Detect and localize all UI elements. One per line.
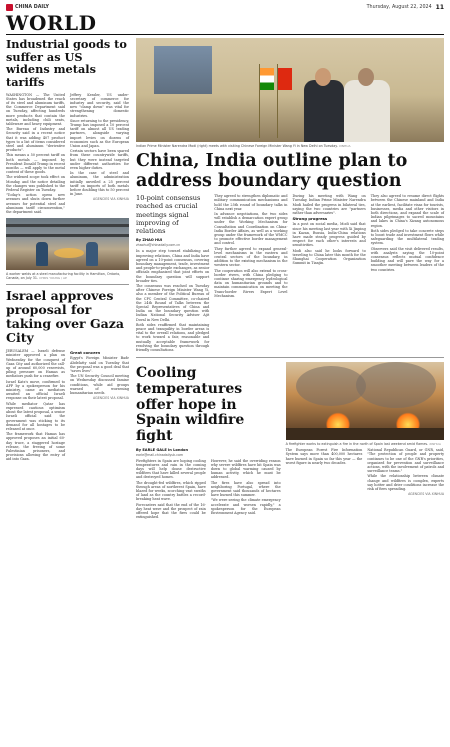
china-india-p3: Both sides reaffirmed that maintaining peace and tranquility in border areas is vital to the overall relations, and pledged to work toward a fair, reasonable and mutually acceptable framework for resolving the boundary question through friendly consultations. bbox=[136, 322, 210, 353]
right-column bbox=[136, 38, 444, 520]
masthead-right bbox=[367, 4, 444, 11]
china-india-p5: In advance negotiations, the two sides will establish a demarcation expert group under the Working Mechanism for Consultation and Coordination on China-India Border Affairs, as well as a working group under the framework of the WMCC to promote effective border management and control. bbox=[214, 212, 288, 246]
industrial-photo bbox=[6, 218, 129, 270]
industrial-p8: Certain sectors have been spared from these countrywide tariffs, but they were instead targeted under different authorities for even higher duties. bbox=[70, 149, 129, 171]
photo-ground bbox=[286, 428, 444, 440]
industrial-p4: The widened scope took effect on Monday, and the notice detailing the changes was published to the Federal Register on Tuesday. bbox=[6, 175, 65, 193]
left-column bbox=[6, 38, 129, 520]
wildfire-p9: While the relationship between climate change and wildfires is complex, experts say hotter and drier conditions increase the risk of fires spreading. bbox=[367, 474, 445, 492]
china-india-col-3 bbox=[293, 194, 366, 353]
divider bbox=[6, 284, 129, 285]
china-india-p6: They further agreed to expand general-level mechanisms in the eastern and central sectors of the boundary, in addition to the existing mechanism in the western sector. bbox=[214, 246, 288, 268]
israel-subhead: Great concern bbox=[70, 350, 101, 356]
china-india-caption-text: Indian Prime Minister Narendra Modi (right) meets with visiting Chinese Foreign Minister Wang Yi in New Delhi on Tuesday. bbox=[136, 144, 338, 148]
china-india-p2: The consensus was reached on Tuesday after Chinese Foreign Minister Wang Yi, also a member of the Political Bureau of the CPC Central Committee, co-chaired the 24th Round of Talks between the Special Representatives of China and India on the boundary question with Indian National Security Adviser Ajit Doval in New Delhi. bbox=[136, 283, 210, 322]
wildfire-p3: Forecasters said that the end of the 16-day heat wave and the prospect of rain offered hope that the fires could be extinguished. bbox=[136, 502, 206, 520]
smoke-cloud bbox=[356, 362, 436, 408]
industrial-p7: Since returning to the presidency, Trump has imposed a 10 percent tariff on almost all US trading partners, alongside varying import levies on dozens of economies such as the European Union and Japan. bbox=[70, 118, 129, 148]
china-india-col-1-text bbox=[136, 249, 209, 352]
china-daily-logo-icon bbox=[6, 4, 13, 11]
china-india-p12: Both sides pledged to take concrete steps to boost trade and investment flows while safeguarding the multilateral trading system. bbox=[370, 228, 444, 246]
wildfire-text-cols bbox=[136, 459, 281, 521]
china-india-photo-caption bbox=[136, 144, 444, 148]
israel-col-1 bbox=[6, 349, 65, 462]
china-india-p10: Modi also said he looks forward to traveling to China later this month for the Shanghai Cooperation Organization Summit in Tianjin. bbox=[292, 248, 366, 266]
industrial-p9: In the case of steel and aluminum, the administration initially unveiled a 25 percent tariff on imports of both metals before doubling this to 50 percent in June. bbox=[70, 171, 129, 197]
industrial-body bbox=[6, 93, 129, 216]
china-flag-icon bbox=[278, 68, 292, 90]
wildfire-photo-caption bbox=[286, 442, 444, 446]
wildfire-text-cols-2 bbox=[286, 448, 444, 496]
china-india-p9: In a post on social media, Modi said that since his meeting last year with Xi Jinping in Kazan, Russia, India-China relations have made steady progress guided by respect for each other's interests and sensitivities. bbox=[292, 222, 366, 248]
industrial-p6: Jeffrey Kessler, US under-secretary of commerce for industry and security, said the new "clamp down" was vital for strengthening domestic industries. bbox=[70, 92, 129, 118]
china-india-email: zhaohui@chinadaily.com.cn bbox=[136, 243, 181, 248]
page-columns bbox=[6, 38, 444, 520]
person-head bbox=[358, 68, 374, 86]
wildfire-text-c bbox=[286, 448, 363, 496]
wildfire-col-1 bbox=[136, 362, 281, 520]
section-title: WORLD bbox=[6, 12, 444, 35]
china-india-col-1 bbox=[136, 194, 209, 353]
industrial-photo-credit: CHRIS YOUNG / AP bbox=[39, 276, 67, 281]
photo-background-screen bbox=[154, 46, 212, 94]
wildfire-p4: However, he said the overriding reason why severe wildfires have hit Spain was down to global warming caused by human activity, which he must be addressed. bbox=[210, 458, 281, 480]
person-head bbox=[315, 68, 331, 86]
industrial-p2: The Bureau of Industry and Security said in a recent notice that it was adding 407 product types to a list of items considered steel and aluminum "derivative products". bbox=[6, 127, 65, 153]
china-india-p13: Observers said the visit delivered results, with analysts saying the 10-point consensus reflects mutual confidence building and will pave the way for a smoother meeting between leaders of the two countries. bbox=[370, 246, 444, 272]
china-india-body bbox=[136, 194, 444, 353]
china-india-p4: They agreed to strengthen diplomatic and military communication mechanisms and hold the 25th round of boundary talks in China next year. bbox=[214, 194, 288, 211]
wildfire-agencies: AGENCIES VIA XINHUA bbox=[408, 492, 445, 497]
israel-p5: Egypt's Foreign Minister Badr Abdelatty said on Tuesday that the proposal was a good deal that "saves lives". bbox=[70, 356, 129, 374]
wildfire-caption-text: A firefighter works to extinguish a fire in the north of Spain last weekend amid flames. bbox=[285, 442, 429, 447]
wildfire-p1: Firefighters in Spain are hoping cooling temperatures and rain in the coming days will help douse destructive wildfires that have killed several people and destroyed homes. bbox=[136, 458, 206, 480]
industrial-agencies: AGENCIES VIA XINHUA bbox=[93, 197, 129, 202]
industrial-caption-text: A worker welds at a steel manufacturing facility in Hamilton, Ontario, Canada, on July 31. bbox=[6, 272, 121, 281]
israel-p1: JERUSALEM — Israeli defense minister approved a plan on Wednesday for the conquest of Gaza City and authorized the call-up of around 60,000 reservists, piling pressure on Hamas as mediators push for a ceasefire. bbox=[6, 349, 65, 379]
wildfire-p5: The fires have also spread into neighboring Portugal, where the government said thousands of hectares have burned this summer. bbox=[210, 480, 281, 498]
india-flag-icon bbox=[260, 68, 274, 90]
wildfire-headline: Cooling temperatures offer hope in Spain wildfire fight bbox=[136, 365, 245, 444]
wildfire-p8: National Republican Guard, or GNR, said, "The protection of people and property continues to be one of the GNR's priorities, organized for prevention and surveillance actions, with the involvement of patrols and surveillance teams." bbox=[367, 448, 445, 474]
china-india-p8: During his meeting with Wang on Tuesday, Indian Prime Minister Narendra Modi hailed the progress in bilateral ties, saying the two countries are "partners rather than adversaries". bbox=[292, 194, 366, 215]
wildfire-photo bbox=[286, 362, 444, 440]
israel-p6: The UN Security Council meeting on Wednesday discussed famine conditions, while aid groups warned of worsening humanitarian needs. bbox=[70, 374, 129, 396]
israel-headline: Israel approves proposal for taking over Gaza City bbox=[6, 288, 124, 346]
industrial-p1: WASHINGTON — The United States has broadened the reach of its steel and aluminum tariffs, the Commerce Department said on Tuesday, affecting hundreds more products that contain the metals, including chili seats, tableware and heavy equipment. bbox=[6, 92, 65, 126]
china-india-p7: The cooperation will also extend to cross-border rivers, with China pledging to continue sharing emergency hydrological data on humanitarian grounds and to maintain communication on meeting the Trans-border Rivers Expert Level Mechanism. bbox=[214, 268, 288, 298]
israel-agencies: AGENCIES VIA XINHUA bbox=[93, 396, 129, 401]
industrial-p5: "Today's action opens new avenues and shuts down further avenues for potential steel and aluminum tariff circumvention," the department said. bbox=[6, 193, 65, 215]
industrial-photo-caption bbox=[6, 272, 129, 280]
industrial-col-1 bbox=[6, 93, 65, 216]
page-number: 11 bbox=[435, 4, 444, 11]
person-figure bbox=[304, 80, 344, 142]
industrial-p3: This means a 50 percent tariff on both metals — imposed by President Donald Trump in recent months — will apply to the metal content of these goods. bbox=[6, 153, 65, 175]
wildfire-col-2 bbox=[286, 362, 444, 520]
china-india-col-2 bbox=[214, 194, 287, 353]
wildfire-text-b bbox=[211, 459, 281, 521]
photo-beam bbox=[6, 234, 129, 237]
wildfire-byline: By EARLE GALE in London bbox=[136, 447, 189, 452]
masthead-logo-text: CHINA DAILY bbox=[15, 5, 49, 10]
china-india-p11: They also agreed to resume direct flights between the Chinese mainland and India at the earliest, facilitate visas for tourists, businesses, media and other visitors in both directions, and expand the scale of Indian pilgrimages to sacred mountains and lakes in China's Xizang autonomous region. bbox=[370, 194, 444, 228]
worker-figure bbox=[86, 242, 98, 266]
china-india-photo-credit: XINHUA bbox=[338, 144, 351, 148]
china-india-subhead: Strong progress bbox=[292, 216, 328, 222]
wildfire-p6: "We were seeing the climate emergency accelerate and worsen rapidly," a spokesperson for the European Environment Agency said. bbox=[210, 498, 281, 516]
divider bbox=[136, 357, 444, 358]
wildfire-photo-credit: XINHUA bbox=[429, 442, 441, 447]
wildfire-text-a bbox=[136, 459, 206, 521]
china-india-photo bbox=[136, 38, 444, 142]
issue-date: Thursday, August 22, 2024 bbox=[366, 5, 432, 10]
wildfire-section bbox=[136, 362, 444, 520]
china-india-byline: By ZHAO HUI bbox=[136, 238, 163, 243]
israel-p4: The framework that Hamas has approved proposes an initial 60-day truce, a staggered hostage release, the freeing of some Palestinian prisoners, and provisions allowing the entry of aid into Gaza. bbox=[6, 432, 65, 462]
wildfire-p7: The European Forest Fire Information System says more than 400,000 hectares have burned in Spain so far this year — the worst figure in nearly two decades. bbox=[285, 448, 363, 465]
wildfire-p2: The drought-fed wildfires, which ripped through areas of northwest Spain, have blazed for weeks, scorching vast swaths of land as the country battles a record-breaking heat wave. bbox=[136, 480, 206, 502]
person-figure bbox=[344, 80, 390, 142]
masthead-logo bbox=[6, 4, 49, 11]
israel-p3: While mediator Qatar has expressed cautious optimism about the latest proposal, a senior Israeli official said the government was sticking to its demand for all hostages to be released at once. bbox=[6, 401, 65, 431]
worker-figure bbox=[36, 242, 48, 266]
wildfire-text-d bbox=[367, 448, 444, 496]
china-india-deck: 10-point consensus reached as crucial meetings signal improving of relations bbox=[136, 194, 201, 236]
china-india-headline: China, India outline plan to address boundary question bbox=[136, 151, 408, 191]
china-india-col-4 bbox=[371, 194, 444, 353]
china-india-p1: In a major step toward stabilizing and improving relations, China and India have agreed on a 10-point consensus, covering boundary management, trade, investment and people-to-people exchanges, as senior officials emphasized that joint efforts on the boundary question will support broader ties. bbox=[136, 249, 210, 283]
industrial-col-2 bbox=[70, 93, 129, 216]
weld-spark bbox=[54, 248, 84, 258]
wildfire-email: earle@mail.chinadailyuk.com bbox=[136, 452, 184, 457]
photo-beam bbox=[6, 224, 129, 227]
industrial-headline: Industrial goods to suffer as US widens metals tariffs bbox=[6, 37, 127, 89]
israel-body bbox=[6, 349, 129, 462]
israel-col-2 bbox=[70, 349, 129, 462]
israel-p2: Israel Katz's move, confirmed to AFP by a spokesperson for his ministry, came as mediators awaited an official Israeli response on their latest proposal. bbox=[6, 379, 65, 401]
